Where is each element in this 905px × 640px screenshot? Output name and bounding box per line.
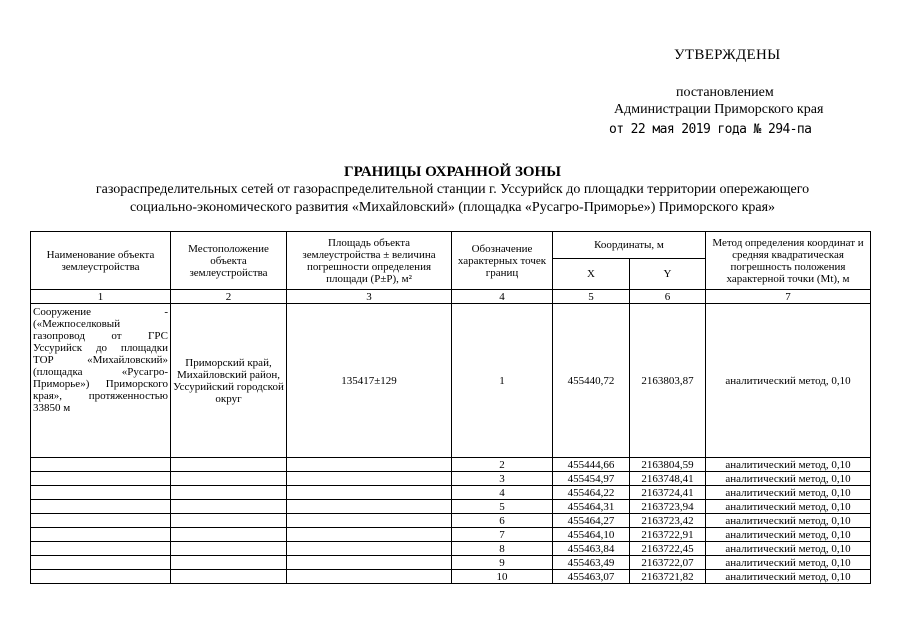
x-coordinate-cell: 455463,07 bbox=[553, 570, 630, 584]
column-number: 6 bbox=[630, 290, 706, 304]
document-subtitle-line-1: газораспределительных сетей от газораспределительной станции г. Уссурийск до площадки территории опережающего bbox=[95, 182, 810, 197]
point-cell: 10 bbox=[452, 570, 553, 584]
table-row bbox=[31, 556, 871, 570]
header-y: Y bbox=[630, 259, 706, 290]
header-area: Площадь объекта землеустройства ± величина погрешности определения площади (P±P), м² bbox=[287, 232, 452, 290]
boundary-table bbox=[30, 231, 871, 584]
table-row bbox=[31, 500, 871, 514]
point-cell: 9 bbox=[452, 556, 553, 570]
x-coordinate-cell: 455464,31 bbox=[553, 500, 630, 514]
object-area-cell: 135417±129 bbox=[287, 304, 452, 458]
object-name-cell: Сооружение - («Межпоселковый газопровод от ГРС Уссурийск до площадки ТОР «Михайловский» (площадка «Русагро-Приморье») Приморского края», протяженностью 33850 м bbox=[31, 304, 171, 458]
x-coordinate-cell: 455440,72 bbox=[553, 304, 630, 458]
method-cell: аналитический метод, 0,10 bbox=[706, 472, 871, 486]
column-number: 4 bbox=[452, 290, 553, 304]
x-coordinate-cell: 455454,97 bbox=[553, 472, 630, 486]
x-coordinate-cell: 455464,10 bbox=[553, 528, 630, 542]
method-cell: аналитический метод, 0,10 bbox=[706, 486, 871, 500]
table-row bbox=[31, 486, 871, 500]
table-row bbox=[31, 472, 871, 486]
point-cell: 1 bbox=[452, 304, 553, 458]
method-cell: аналитический метод, 0,10 bbox=[706, 304, 871, 458]
method-cell: аналитический метод, 0,10 bbox=[706, 528, 871, 542]
column-number: 2 bbox=[171, 290, 287, 304]
table-row bbox=[31, 542, 871, 556]
y-coordinate-cell: 2163722,07 bbox=[630, 556, 706, 570]
method-cell: аналитический метод, 0,10 bbox=[706, 570, 871, 584]
point-cell: 3 bbox=[452, 472, 553, 486]
point-cell: 7 bbox=[452, 528, 553, 542]
method-cell: аналитический метод, 0,10 bbox=[706, 458, 871, 472]
decree-line-1: постановлением bbox=[676, 85, 774, 100]
method-cell: аналитический метод, 0,10 bbox=[706, 542, 871, 556]
y-coordinate-cell: 2163748,41 bbox=[630, 472, 706, 486]
header-point-designation: Обозначение характерных точек границ bbox=[452, 232, 553, 290]
header-x: X bbox=[553, 259, 630, 290]
column-number: 1 bbox=[31, 290, 171, 304]
method-cell: аналитический метод, 0,10 bbox=[706, 556, 871, 570]
column-number: 7 bbox=[706, 290, 871, 304]
point-cell: 8 bbox=[452, 542, 553, 556]
decree-date-number: от 22 мая 2019 года № 294-па bbox=[609, 122, 812, 137]
table-row bbox=[31, 570, 871, 584]
document-subtitle-line-2: социально-экономического развития «Михайловский» (площадка «Русагро-Приморье») Приморского края» bbox=[129, 200, 776, 215]
x-coordinate-cell: 455463,49 bbox=[553, 556, 630, 570]
header-object-name: Наименование объекта землеустройства bbox=[31, 232, 171, 290]
decree-line-2: Администрации Приморского края bbox=[614, 102, 824, 117]
x-coordinate-cell: 455464,27 bbox=[553, 514, 630, 528]
header-coordinates: Координаты, м bbox=[553, 232, 706, 259]
point-cell: 4 bbox=[452, 486, 553, 500]
x-coordinate-cell: 455463,84 bbox=[553, 542, 630, 556]
header-location: Местоположение объекта землеустройства bbox=[171, 232, 287, 290]
point-cell: 6 bbox=[452, 514, 553, 528]
table-row bbox=[31, 514, 871, 528]
y-coordinate-cell: 2163724,41 bbox=[630, 486, 706, 500]
method-cell: аналитический метод, 0,10 bbox=[706, 514, 871, 528]
y-coordinate-cell: 2163804,59 bbox=[630, 458, 706, 472]
table-row bbox=[31, 458, 871, 472]
table-row bbox=[31, 528, 871, 542]
header-method: Метод определения координат и средняя квадратическая погрешность положения характерной точки (Mt), м bbox=[706, 232, 871, 290]
y-coordinate-cell: 2163721,82 bbox=[630, 570, 706, 584]
y-coordinate-cell: 2163722,91 bbox=[630, 528, 706, 542]
document-title: ГРАНИЦЫ ОХРАННОЙ ЗОНЫ bbox=[344, 164, 561, 180]
point-cell: 5 bbox=[452, 500, 553, 514]
approved-heading: УТВЕРЖДЕНЫ bbox=[674, 47, 781, 63]
y-coordinate-cell: 2163722,45 bbox=[630, 542, 706, 556]
column-number: 3 bbox=[287, 290, 452, 304]
method-cell: аналитический метод, 0,10 bbox=[706, 500, 871, 514]
x-coordinate-cell: 455464,22 bbox=[553, 486, 630, 500]
y-coordinate-cell: 2163723,42 bbox=[630, 514, 706, 528]
point-cell: 2 bbox=[452, 458, 553, 472]
x-coordinate-cell: 455444,66 bbox=[553, 458, 630, 472]
object-location-cell: Приморский край, Михайловский район, Уссурийский городской округ bbox=[171, 304, 287, 458]
y-coordinate-cell: 2163723,94 bbox=[630, 500, 706, 514]
y-coordinate-cell: 2163803,87 bbox=[630, 304, 706, 458]
column-number: 5 bbox=[553, 290, 630, 304]
